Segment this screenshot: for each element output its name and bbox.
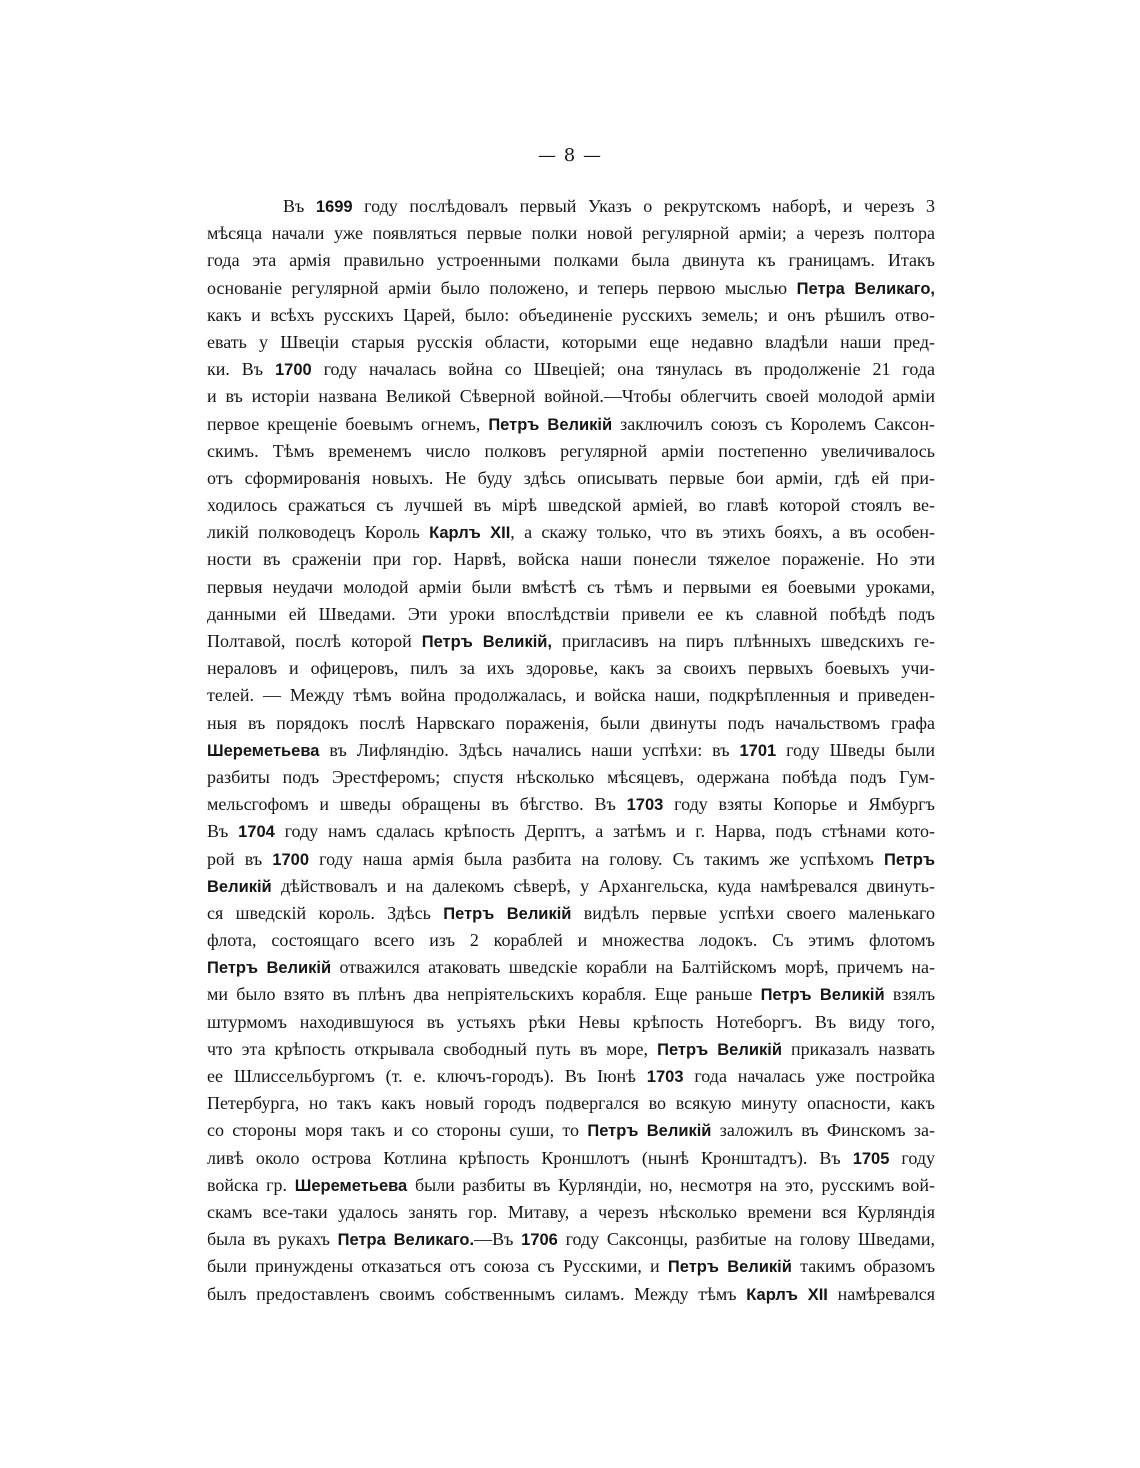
emphasized-text: Петръ Великій <box>207 959 332 978</box>
text-run: пригласивъ на пиръ плѣнныхъ шведскихъ ге- <box>552 631 935 651</box>
text-run: видѣлъ первые успѣхи своего маленькаго <box>571 902 935 923</box>
text-line <box>207 329 935 356</box>
text-line <box>207 519 935 546</box>
text-run: ликій полководецъ Король <box>207 522 430 543</box>
text-line <box>207 1281 935 1308</box>
emphasized-text: 1705 <box>852 1149 890 1168</box>
body-paragraph <box>207 193 935 1308</box>
page-number: — 8 — <box>538 145 602 166</box>
text-run: ности въ сраженіи при гор. Нарвѣ, войска наши понесли тяжелое пораженіе. Но эти <box>207 549 935 570</box>
text-run: первыя неудачи молодой арміи были вмѣстѣ съ тѣмъ и первыми ея боевыми уроками, <box>207 576 935 597</box>
emphasized-text: Петръ Великій <box>760 986 885 1005</box>
text-line <box>207 927 935 954</box>
text-line <box>207 846 935 873</box>
text-run: году взяты Копорье и Ямбургъ <box>663 794 935 815</box>
text-run: заложилъ въ Финскомъ за- <box>711 1120 936 1141</box>
emphasized-text: Петръ Великій <box>667 1258 792 1277</box>
text-run: , а скажу только, что въ этихъ бояхъ, а въ особен- <box>510 522 935 543</box>
text-run: рой въ <box>207 848 273 869</box>
emphasized-text: Петра Великаго. <box>337 1231 475 1250</box>
emphasized-text: 1700 <box>274 361 312 380</box>
text-line <box>207 1090 935 1117</box>
text-run: телей. — Между тѣмъ война продолжалась, и войска наши, подкрѣпленныя и приведен- <box>207 685 935 706</box>
text-run: ки. Въ <box>207 359 275 380</box>
text-run: году <box>889 1147 935 1168</box>
text-run: ми было взято въ плѣнъ два непріятельскихъ корабля. Еще раньше <box>207 984 761 1005</box>
text-line <box>207 1036 935 1063</box>
emphasized-text: Карлъ XII <box>429 524 511 543</box>
text-line <box>207 574 935 601</box>
text-line <box>207 737 935 764</box>
emphasized-text: 1706 <box>521 1231 558 1250</box>
text-line <box>207 356 935 383</box>
text-line <box>207 873 935 900</box>
text-line <box>207 900 935 927</box>
text-run: году наша армія была разбита на голову. Съ такимъ же успѣхомъ <box>309 848 884 869</box>
emphasized-text: Карлъ XII <box>746 1285 828 1304</box>
text-run: —Въ <box>474 1229 522 1250</box>
text-run: отважился атаковать шведскіе корабли на Балтійскомъ морѣ, причемъ на- <box>331 957 935 978</box>
text-run: взялъ <box>884 984 936 1005</box>
text-run: году Шведы были <box>776 739 935 760</box>
text-run: нераловъ и офицеровъ, пилъ за ихъ здоровье, какъ за своихъ первыхъ боевыхъ учи- <box>207 658 935 679</box>
text-run: ся шведскій король. Здѣсь <box>207 902 444 923</box>
text-line <box>207 302 935 329</box>
text-run: ныя въ порядокъ послѣ Нарвскаго пораженія, были двинуты подъ начальствомъ графа <box>207 712 935 733</box>
emphasized-text: Петръ Великій <box>443 904 572 923</box>
text-run: была въ рукахъ <box>207 1229 338 1250</box>
text-run: приказалъ назвать <box>781 1038 935 1059</box>
text-line <box>207 791 935 818</box>
text-run: Полтавой, послѣ которой <box>207 631 422 651</box>
emphasized-text: Шереметьева <box>294 1176 408 1195</box>
text-run: такимъ образомъ <box>791 1256 936 1277</box>
text-run: Въ <box>207 821 239 842</box>
text-line <box>207 1172 935 1199</box>
text-line <box>207 411 935 438</box>
text-run: основаніе регулярной арміи было положено, и теперь первою мыслью <box>207 277 797 298</box>
emphasized-text: Петръ <box>883 850 935 869</box>
emphasized-text: Петръ Великій, <box>421 633 553 651</box>
text-line <box>207 682 935 709</box>
emphasized-text: Великій <box>207 877 272 896</box>
emphasized-text: 1699 <box>315 198 353 216</box>
text-run: скимъ. Тѣмъ временемъ число полковъ регулярной арміи постепенно увеличивалось <box>207 440 935 461</box>
text-line <box>207 1199 935 1226</box>
text-run: дѣйствовалъ и на далекомъ сѣверѣ, у Архангельска, куда намѣревался двинуть- <box>271 875 935 896</box>
text-run: намѣревался <box>827 1283 936 1304</box>
text-run: былъ предоставленъ своимъ собственнымъ силамъ. Между тѣмъ <box>207 1283 747 1304</box>
emphasized-text: Шереметьева <box>207 741 320 760</box>
text-line <box>207 710 935 737</box>
text-run: отъ сформированія новыхъ. Не буду здѣсь описывать первые бои арміи, гдѣ ей при- <box>207 467 935 488</box>
text-line <box>207 628 935 655</box>
text-run: флота, состоящаго всего изъ 2 кораблей и множества лодокъ. Съ этимъ флотомъ <box>207 930 935 951</box>
emphasized-text: 1703 <box>646 1068 684 1086</box>
text-line <box>207 764 935 791</box>
text-run: со стороны моря такъ и со стороны суши, то <box>207 1120 588 1141</box>
text-run: ливѣ около острова Котлина крѣпость Кроншлотъ (нынѣ Кронштадтъ). Въ <box>207 1147 853 1168</box>
text-run: году намъ сдалась крѣпость Дерптъ, а затѣмъ и г. Нарва, подъ стѣнами кото- <box>274 821 935 842</box>
emphasized-text: Петръ Великій <box>587 1122 712 1141</box>
text-line <box>207 1063 935 1090</box>
text-run: мѣсяца начали уже появляться первые полки новой регулярной арміи; а черезъ полтора <box>207 223 935 244</box>
text-run: въ Лифляндію. Здѣсь начались наши успѣхи: въ <box>319 739 740 760</box>
text-line <box>207 601 935 628</box>
text-line <box>207 438 935 465</box>
emphasized-text: 1700 <box>272 850 310 869</box>
text-line <box>207 981 935 1008</box>
text-run: штурмомъ находившуюся въ устьяхъ рѣки Невы крѣпость Нотеборгъ. Въ виду того, <box>207 1011 935 1032</box>
emphasized-text: Петръ Великій <box>657 1040 782 1059</box>
text-line <box>207 275 935 302</box>
text-run: Петербурга, но такъ какъ новый городъ подвергался во всякую минуту опасности, какъ <box>207 1093 935 1114</box>
emphasized-text: 1703 <box>626 796 664 815</box>
text-line <box>207 383 935 410</box>
emphasized-text: 1704 <box>238 823 275 842</box>
text-line <box>207 220 935 247</box>
text-line <box>207 193 935 220</box>
text-line <box>207 546 935 573</box>
text-run: Въ <box>283 196 316 216</box>
text-run: что эта крѣпость открывала свободный путь въ море, <box>207 1038 658 1059</box>
text-run: евать у Швеціи старыя русскія области, которыми еще недавно владѣли наши пред- <box>207 331 935 352</box>
text-run: году началась война со Швеціей; она тянулась въ продолженіе 21 года <box>311 359 935 380</box>
text-run: года началась уже постройка <box>683 1066 935 1086</box>
text-run: заключилъ союзъ съ Королемъ Саксон- <box>612 413 936 434</box>
text-line <box>207 492 935 519</box>
text-line <box>207 954 935 981</box>
text-run: ее Шлиссельбургомъ (т. е. ключъ-городъ). Въ Іюнѣ <box>207 1066 647 1086</box>
text-line <box>207 1117 935 1144</box>
text-run: разбиты подъ Эрестферомъ; спустя нѣсколько мѣсяцевъ, одержана побѣда подъ Гум- <box>207 766 935 787</box>
text-run: мельсгофомъ и шведы обращены въ бѣгство. Въ <box>207 794 627 815</box>
text-run: были принуждены отказаться отъ союза съ Русскими, и <box>207 1256 668 1277</box>
text-line <box>207 655 935 682</box>
text-line <box>207 1226 935 1253</box>
emphasized-text: 1701 <box>739 741 777 760</box>
text-run: войска гр. <box>207 1174 295 1195</box>
text-line <box>207 1253 935 1280</box>
text-line <box>207 247 935 274</box>
text-line <box>207 1009 935 1036</box>
text-run: какъ и всѣхъ русскихъ Царей, было: объединеніе русскихъ земель; и онъ рѣшилъ отво- <box>207 304 935 325</box>
text-run: году послѣдовалъ первый Указъ о рекрутскомъ наборѣ, и черезъ 3 <box>352 196 935 216</box>
text-run: ходилось сражаться съ лучшей въ мірѣ шведской арміей, во главѣ которой стоялъ ве- <box>207 495 935 516</box>
emphasized-text: Петръ Великій <box>488 415 613 434</box>
text-run: году Саксонцы, разбитые на голову Шведами, <box>557 1229 935 1250</box>
text-line <box>207 1145 935 1172</box>
text-line <box>207 818 935 845</box>
emphasized-text: Петра Великаго, <box>796 279 935 298</box>
text-run: данными ей Шведами. Эти уроки впослѣдствіи привели ее къ славной побѣдѣ подъ <box>207 603 935 624</box>
text-run: были разбиты въ Курляндіи, но, несмотря на это, русскимъ вой- <box>407 1174 936 1195</box>
text-run: и въ исторіи названа Великой Сѣверной войной.—Чтобы облегчить своей молодой арміи <box>207 386 935 407</box>
text-line <box>207 465 935 492</box>
text-run: года эта армія правильно устроенными полками была двинута къ границамъ. Итакъ <box>207 250 935 271</box>
text-run: первое крещеніе боевымъ огнемъ, <box>207 413 489 434</box>
text-run: скамъ все-таки удалось занять гор. Митаву, а черезъ нѣсколько времени вся Курляндія <box>207 1201 935 1222</box>
